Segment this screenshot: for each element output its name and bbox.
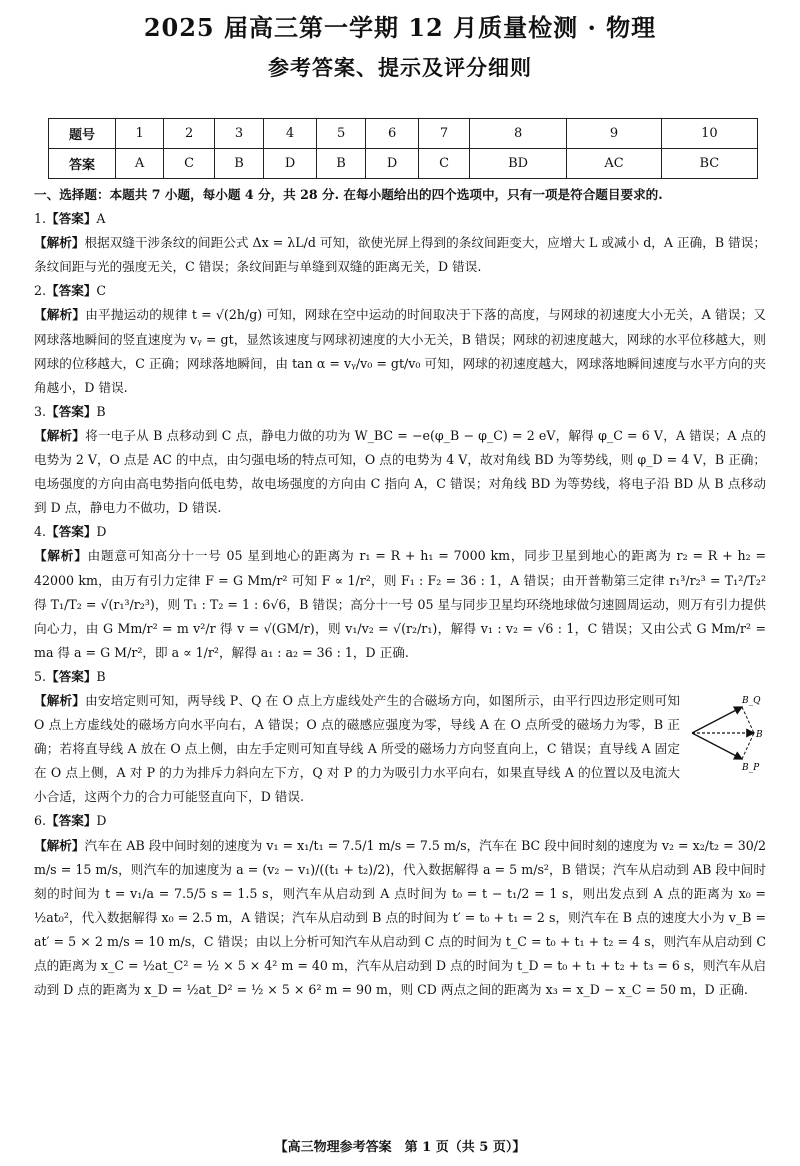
- answer-cell: D: [264, 149, 317, 179]
- analysis-text: 将一电子从 B 点移动到 C 点，静电力做的功为 W_BC = −e(φ_B − φ_C) = 2 eV，解得 φ_C = 6 V，A 错误；A 点的电势为 2 V，O 点是 AC 的中点，由匀强电场的特点可知，O 点的电势为 4 V，故对角线 BD 为等势线，则 φ_D = 4 V，B 正确；电场强度的方向由高电势指向低电势，故电场强度的方向由 C 指向 A，C 错误；对角线 BD 为等势线，将电子沿 BD 从 B 点移动到 D 点，静电力不做功，D 错误.: [34, 427, 766, 516]
- answer-table: [48, 118, 758, 179]
- question-number-cell: 1: [116, 119, 164, 149]
- analysis-text: 由题意可知高分十一号 05 星到地心的距离为 r₁ = R + h₁ = 7000 km，同步卫星到地心的距离为 r₂ = R + h₂ = 42000 km，由万有引力定律 F = G Mm/r² 可知 F ∝ 1/r²，则 F₁ : F₂ = 36 : 1，A 错误；由开普勒第三定律 r₁³/r₂³ = T₁²/T₂² 得 T₁/T₂ = √(r₁³/r₂³)，则 T₁ : T₂ = 1 : 6√6，B 错误；高分十一号 05 星与同步卫星均环绕地球做匀速圆周运动，则万有引力提供向心力，由 G Mm/r² = m v²/r 得 v = √(GM/r)，则 v₁/v₂ = √(r₂/r₁)，解得 v₁ : v₂ = √6 : 1，C 错误；又由公式 G Mm/r² = ma 得 a = G M/r²，即 a ∝ 1/r²，解得 a₁ : a₂ = 36 : 1，D 正确.: [34, 548, 767, 660]
- analysis-text: 由平抛运动的规律 t = √(2h/g) 可知，网球在空中运动的时间取决于下落的高度，与网球的初速度大小无关，A 错误；又网球落地瞬间的竖直速度为 vᵧ = gt，显然该速度与网球初速度的大小无关，B 错误；网球的初速度越大，网球的水平位移越大，则网球的位移越大，C 正确；网球落地瞬间，由 tan α = vᵧ/v₀ = gt/v₀ 可知，网球的初速度越大，网球落地瞬间速度与水平方向的夹角越小，D 错误.: [34, 307, 766, 395]
- answer-cell: C: [164, 149, 215, 179]
- question-answer: [34, 207, 766, 231]
- answer-cell: B: [215, 149, 264, 179]
- question-analysis: [34, 424, 766, 520]
- solutions-body: [34, 183, 766, 1002]
- answer-tag: 【答案】: [46, 211, 97, 227]
- analysis-text: 汽车在 AB 段中间时刻的速度为 v₁ = x₁/t₁ = 7.5/1 m/s = 7.5 m/s，汽车在 BC 段中间时刻的速度为 v₂ = x₂/t₂ = 30/2 m/s = 15 m/s，则汽车的加速度为 a = (v₂ − v₁)/((t₁ + t₂)/2)，代入数据解得 a = 5 m/s²，B 错误；汽车从启动到 AB 段中间时刻的时间为 t = v₁/a = 7.5/5 s = 1.5 s，则汽车从启动到 A 点时间为 t₀ = t − t₁/2 = 1 s，则出发点到 A 点的距离为 x₀ = ½at₀²，代入数据解得 x₀ = 2.5 m，A 错误；汽车从启动到 B 点的时间为 t′ = t₀ + t₁ = 2 s，则汽车在 B 点的速度大小为 v_B = at′ = 5 × 2 m/s = 10 m/s，C 错误；由以上分析可知汽车从启动到 C 点的时间为 t_C = t₀ + t₁ + t₂ = 4 s，则汽车从启动到 C 点的距离为 x_C = ½at_C² = ½ × 5 × 4² m = 40 m，汽车从启动到 D 点的时间为 t_D = t₀ + t₁ + t₂ + t₃ = 6 s，则汽车从启动到 D 点的距离为 x_D = ½at_D² = ½ × 5 × 6² m = 90 m，则 CD 两点之间的距离为 x₃ = x_D − x_C = 50 m，D 正确.: [34, 837, 767, 998]
- question-number-cell: 7: [419, 119, 470, 149]
- analysis-tag: 【解析】: [34, 837, 85, 853]
- page-title: 2025 届高三第一学期 12 月质量检测 · 物理: [143, 13, 657, 42]
- question-number: 3.: [34, 403, 47, 419]
- answer-cell: B: [317, 149, 366, 179]
- answer-table-row-answers: [49, 149, 758, 179]
- magnetic-field-vector-diagram: [686, 693, 766, 773]
- question-number-cell: 2: [164, 119, 215, 149]
- question-answer: [34, 279, 766, 303]
- answer-value: D: [96, 524, 107, 540]
- analysis-tag: 【解析】: [34, 548, 88, 564]
- answer-value: B: [96, 403, 106, 419]
- question-number: 1.: [34, 211, 47, 227]
- answer-cell: BD: [469, 149, 566, 179]
- analysis-text: 根据双缝干涉条纹的间距公式 Δx = λL/d 可知，欲使光屏上得到的条纹间距变大，应增大 L 或减小 d，A 正确，B 错误；条纹间距与光的强度无关，C 错误；条纹间距与单缝到双缝的距离无关，D 错误.: [34, 235, 767, 275]
- question-answer: [34, 809, 766, 833]
- question-number-cell: 8: [469, 119, 566, 149]
- answer-value: D: [96, 813, 107, 829]
- answer-cell: C: [419, 149, 470, 179]
- analysis-tag: 【解析】: [34, 235, 85, 251]
- analysis-text: 由安培定则可知，两导线 P、Q 在 O 点上方虚线处产生的合磁场方向，如图所示，由平行四边形定则可知 O 点上方虚线处的磁场方向水平向右，A 错误；O 点的磁感应强度为零，导线 A 在 O 点所受的磁场力为零，B 正确；若将直导线 A 放在 O 点上侧，由左手定则可知直导线 A 所受的磁场力方向竖直向上，C 错误；直导线 A 固定在 O 点上侧，A 对 P 的力为排斥力斜向左下方，Q 对 P 的力为吸引力水平向右，如果直导线 A 的位置以及电流大小合适，这两个力的合力可能竖直向下，D 错误.: [34, 692, 680, 805]
- answer-tag: 【答案】: [46, 813, 97, 829]
- section-heading: 一、选择题：本题共 7 小题，每小题 4 分，共 28 分. 在每小题给出的四个选项中，只有一项是符合题目要求的.: [34, 187, 663, 202]
- answer-tag: 【答案】: [46, 524, 97, 540]
- answer-cell: BC: [661, 149, 757, 179]
- answer-value: C: [96, 283, 107, 299]
- analysis-tag: 【解析】: [34, 692, 86, 708]
- question-number-cell: 3: [215, 119, 264, 149]
- label-bp: B_P: [742, 762, 760, 773]
- question-answer: [34, 665, 766, 689]
- row-label-answer: 答案: [49, 149, 116, 179]
- analysis-tag: 【解析】: [34, 427, 86, 443]
- question-analysis: [34, 303, 766, 399]
- label-b: B: [756, 729, 763, 740]
- question-analysis: [34, 689, 766, 809]
- question-answer: [34, 400, 766, 424]
- answer-tag: 【答案】: [46, 403, 97, 419]
- question-number-cell: 10: [661, 119, 757, 149]
- question-number-cell: 5: [317, 119, 366, 149]
- parallelogram-edge: [742, 733, 754, 759]
- question-number-cell: 6: [366, 119, 419, 149]
- question-number: 5.: [34, 668, 47, 684]
- row-label-number: 题号: [49, 119, 116, 149]
- question-number: 2.: [34, 283, 47, 299]
- question-analysis: [34, 231, 766, 279]
- answer-tag: 【答案】: [46, 283, 97, 299]
- analysis-tag: 【解析】: [34, 307, 86, 323]
- label-bq: B_Q: [742, 695, 761, 706]
- answer-value: A: [96, 211, 106, 227]
- answer-cell: A: [116, 149, 164, 179]
- question-number-cell: 4: [264, 119, 317, 149]
- page-subtitle: 参考答案、提示及评分细则: [268, 55, 532, 80]
- page-footer: 【高三物理参考答案 第 1 页（共 5 页）】: [274, 1140, 526, 1155]
- answer-cell: D: [366, 149, 419, 179]
- question-number-cell: 9: [567, 119, 661, 149]
- answer-table-row-numbers: [49, 119, 758, 149]
- bp-vector: [692, 733, 742, 759]
- parallelogram-edge: [742, 707, 754, 733]
- question-analysis: [34, 834, 766, 1003]
- question-answer: [34, 520, 766, 544]
- answer-value: B: [96, 668, 106, 684]
- question-analysis: [34, 544, 766, 664]
- question-number: 4.: [34, 524, 47, 540]
- bq-vector: [692, 707, 742, 733]
- answer-tag: 【答案】: [46, 668, 97, 684]
- answer-cell: AC: [567, 149, 661, 179]
- question-number: 6.: [34, 813, 47, 829]
